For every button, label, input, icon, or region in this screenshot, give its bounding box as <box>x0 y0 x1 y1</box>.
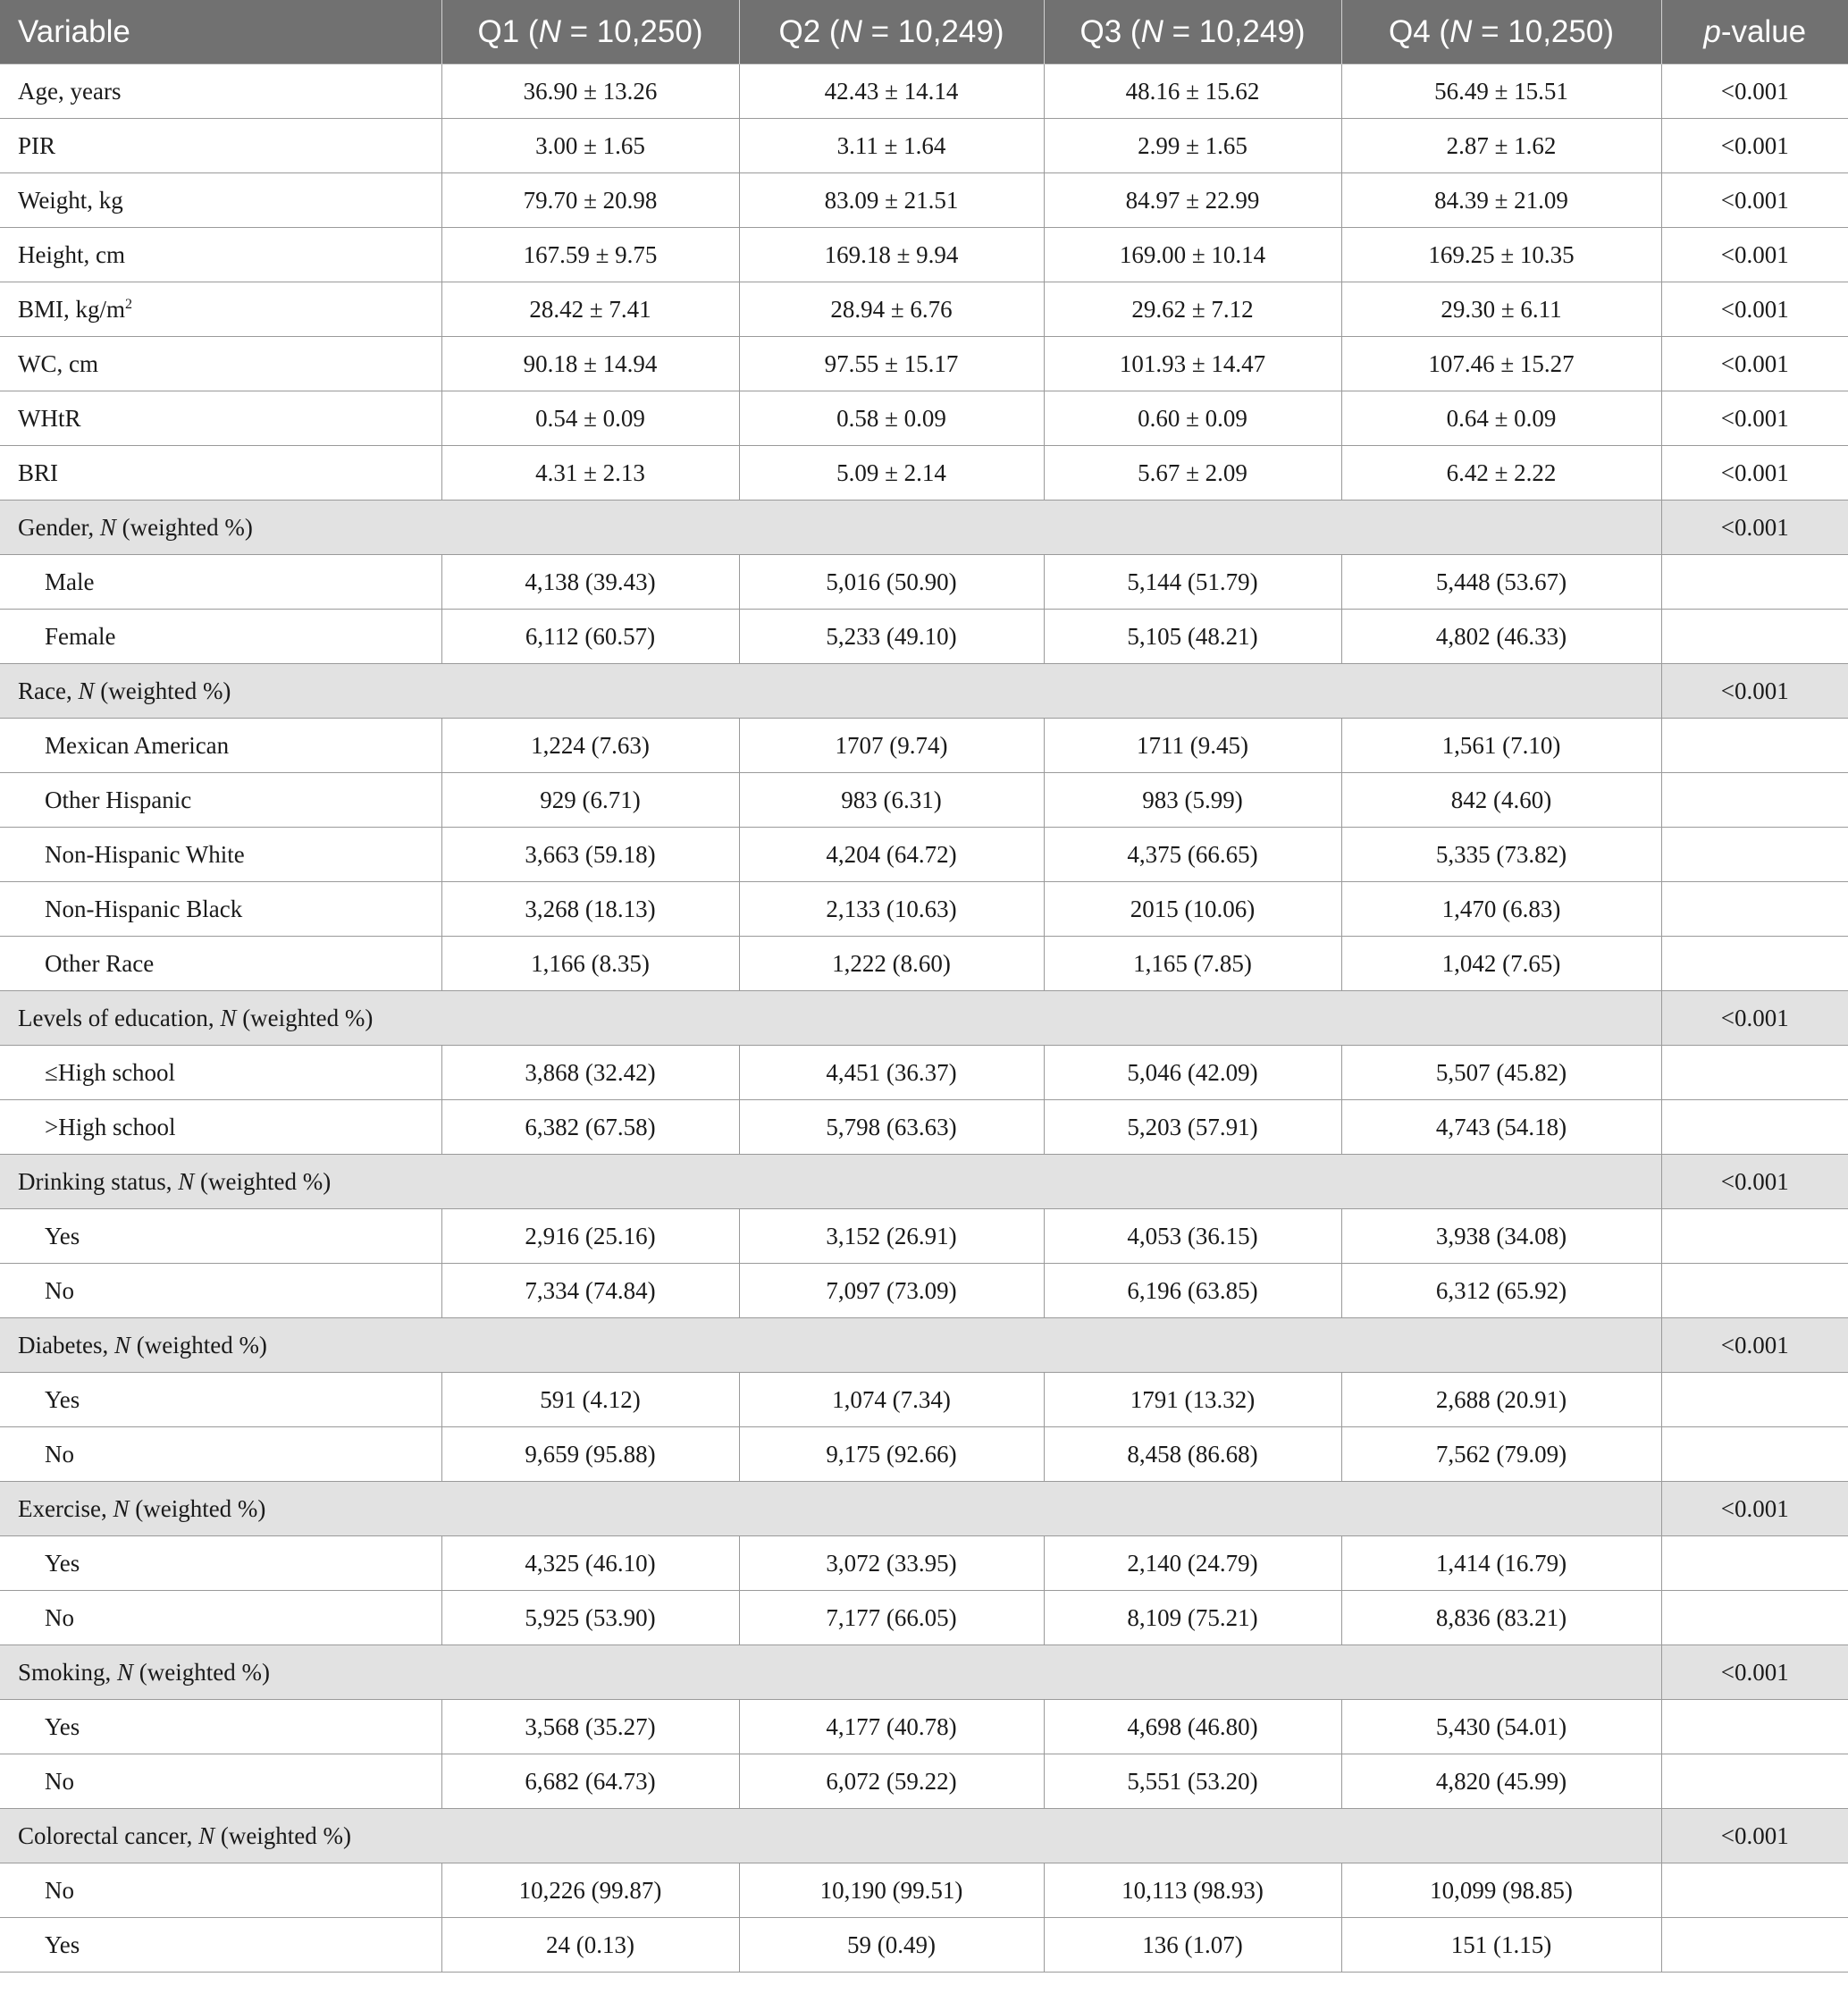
value-cell: 5.09 ± 2.14 <box>739 446 1044 500</box>
value-cell: 79.70 ± 20.98 <box>441 173 739 228</box>
section-row <box>0 664 1848 719</box>
value-cell: 7,177 (66.05) <box>739 1591 1044 1645</box>
section-label: Diabetes, N (weighted %) <box>0 1318 1661 1373</box>
row-label: No <box>0 1863 441 1918</box>
p-value-cell <box>1661 882 1848 937</box>
p-value-cell: <0.001 <box>1661 391 1848 446</box>
table-row <box>0 446 1848 500</box>
row-label: Yes <box>0 1700 441 1754</box>
section-label: Exercise, N (weighted %) <box>0 1482 1661 1536</box>
table-row <box>0 391 1848 446</box>
table-row <box>0 282 1848 337</box>
value-cell: 0.58 ± 0.09 <box>739 391 1044 446</box>
row-label-text: Age, years <box>18 77 122 105</box>
value-cell: 90.18 ± 14.94 <box>441 337 739 391</box>
section-name: Colorectal cancer <box>18 1821 187 1849</box>
table-row <box>0 882 1848 937</box>
p-value-cell <box>1661 1591 1848 1645</box>
table-row <box>0 1591 1848 1645</box>
value-cell: 5,016 (50.90) <box>739 555 1044 610</box>
section-row <box>0 500 1848 555</box>
p-value-cell: <0.001 <box>1661 173 1848 228</box>
table-row <box>0 1536 1848 1591</box>
value-cell: 2,916 (25.16) <box>441 1209 739 1264</box>
value-cell: 97.55 ± 15.17 <box>739 337 1044 391</box>
p-value-cell <box>1661 1427 1848 1482</box>
value-cell: 1707 (9.74) <box>739 719 1044 773</box>
value-cell: 84.97 ± 22.99 <box>1044 173 1341 228</box>
section-row <box>0 1155 1848 1209</box>
section-suffix: (weighted %) <box>214 1821 352 1849</box>
table-row <box>0 1264 1848 1318</box>
value-cell: 5,507 (45.82) <box>1341 1046 1661 1100</box>
p-value-cell <box>1661 1536 1848 1591</box>
section-name: Gender <box>18 513 88 541</box>
value-cell: 4,820 (45.99) <box>1341 1754 1661 1809</box>
row-label: Yes <box>0 1536 441 1591</box>
table-row <box>0 1046 1848 1100</box>
value-cell: 5,046 (42.09) <box>1044 1046 1341 1100</box>
section-row <box>0 1645 1848 1700</box>
value-cell: 3,868 (32.42) <box>441 1046 739 1100</box>
table-row <box>0 1427 1848 1482</box>
value-cell: 42.43 ± 14.14 <box>739 64 1044 119</box>
section-n: N <box>178 1167 195 1195</box>
p-value-cell <box>1661 1209 1848 1264</box>
value-cell: 2,133 (10.63) <box>739 882 1044 937</box>
value-cell: 8,458 (86.68) <box>1044 1427 1341 1482</box>
value-cell: 24 (0.13) <box>441 1918 739 1973</box>
value-cell: 6,382 (67.58) <box>441 1100 739 1155</box>
value-cell: 151 (1.15) <box>1341 1918 1661 1973</box>
row-label <box>0 173 441 228</box>
table-row <box>0 1100 1848 1155</box>
value-cell: 56.49 ± 15.51 <box>1341 64 1661 119</box>
value-cell: 36.90 ± 13.26 <box>441 64 739 119</box>
value-cell: 28.94 ± 6.76 <box>739 282 1044 337</box>
section-name: Race <box>18 677 66 704</box>
row-label-text: WC, cm <box>18 349 98 377</box>
table-row <box>0 555 1848 610</box>
value-cell: 6,682 (64.73) <box>441 1754 739 1809</box>
table-row <box>0 64 1848 119</box>
p-value-cell <box>1661 1373 1848 1427</box>
section-n: N <box>99 513 116 541</box>
value-cell: 7,334 (74.84) <box>441 1264 739 1318</box>
value-cell: 10,113 (98.93) <box>1044 1863 1341 1918</box>
value-cell: 929 (6.71) <box>441 773 739 828</box>
p-value-cell <box>1661 828 1848 882</box>
p-value-cell: <0.001 <box>1661 1482 1848 1536</box>
value-cell: 10,190 (99.51) <box>739 1863 1044 1918</box>
value-cell: 169.18 ± 9.94 <box>739 228 1044 282</box>
section-suffix: (weighted %) <box>133 1658 270 1686</box>
table-row <box>0 228 1848 282</box>
value-cell: 167.59 ± 9.75 <box>441 228 739 282</box>
value-cell: 4,138 (39.43) <box>441 555 739 610</box>
section-n: N <box>220 1004 237 1031</box>
value-cell: 5,430 (54.01) <box>1341 1700 1661 1754</box>
section-suffix: (weighted %) <box>115 513 253 541</box>
row-label: Yes <box>0 1373 441 1427</box>
row-label: Non-Hispanic Black <box>0 882 441 937</box>
section-row <box>0 1318 1848 1373</box>
value-cell: 84.39 ± 21.09 <box>1341 173 1661 228</box>
value-cell: 1,166 (8.35) <box>441 937 739 991</box>
section-suffix: (weighted %) <box>129 1494 266 1522</box>
value-cell: 6,112 (60.57) <box>441 610 739 664</box>
p-value-cell: <0.001 <box>1661 446 1848 500</box>
table-row <box>0 337 1848 391</box>
p-value-cell: <0.001 <box>1661 664 1848 719</box>
value-cell: 8,109 (75.21) <box>1044 1591 1341 1645</box>
value-cell: 2,140 (24.79) <box>1044 1536 1341 1591</box>
value-cell: 4,743 (54.18) <box>1341 1100 1661 1155</box>
value-cell: 4,698 (46.80) <box>1044 1700 1341 1754</box>
value-cell: 983 (5.99) <box>1044 773 1341 828</box>
table-row <box>0 119 1848 173</box>
p-value-cell <box>1661 719 1848 773</box>
row-label <box>0 391 441 446</box>
value-cell: 5,925 (53.90) <box>441 1591 739 1645</box>
p-value-cell: <0.001 <box>1661 64 1848 119</box>
value-cell: 842 (4.60) <box>1341 773 1661 828</box>
table-header <box>0 0 1848 64</box>
value-cell: 5,203 (57.91) <box>1044 1100 1341 1155</box>
section-n: N <box>113 1331 130 1358</box>
value-cell: 0.54 ± 0.09 <box>441 391 739 446</box>
row-label-text: Weight, kg <box>18 186 123 214</box>
table-row <box>0 173 1848 228</box>
p-value-cell: <0.001 <box>1661 1155 1848 1209</box>
p-value-cell <box>1661 1046 1848 1100</box>
value-cell: 5,144 (51.79) <box>1044 555 1341 610</box>
table-row <box>0 1918 1848 1973</box>
p-value-cell <box>1661 937 1848 991</box>
table-row <box>0 1863 1848 1918</box>
p-value-cell <box>1661 610 1848 664</box>
section-suffix: (weighted %) <box>130 1331 267 1358</box>
value-cell: 0.60 ± 0.09 <box>1044 391 1341 446</box>
value-cell: 107.46 ± 15.27 <box>1341 337 1661 391</box>
value-cell: 1,224 (7.63) <box>441 719 739 773</box>
row-label <box>0 337 441 391</box>
section-suffix: (weighted %) <box>94 677 231 704</box>
p-value-cell: <0.001 <box>1661 228 1848 282</box>
value-cell: 6,196 (63.85) <box>1044 1264 1341 1318</box>
row-label: No <box>0 1754 441 1809</box>
value-cell: 169.00 ± 10.14 <box>1044 228 1341 282</box>
section-suffix: (weighted %) <box>194 1167 332 1195</box>
value-cell: 7,097 (73.09) <box>739 1264 1044 1318</box>
row-label <box>0 64 441 119</box>
value-cell: 2.99 ± 1.65 <box>1044 119 1341 173</box>
p-value-cell: <0.001 <box>1661 500 1848 555</box>
value-cell: 1,561 (7.10) <box>1341 719 1661 773</box>
section-label: Colorectal cancer, N (weighted %) <box>0 1809 1661 1863</box>
table-row <box>0 719 1848 773</box>
value-cell: 3.11 ± 1.64 <box>739 119 1044 173</box>
value-cell: 28.42 ± 7.41 <box>441 282 739 337</box>
value-cell: 6.42 ± 2.22 <box>1341 446 1661 500</box>
value-cell: 591 (4.12) <box>441 1373 739 1427</box>
section-label: Race, N (weighted %) <box>0 664 1661 719</box>
value-cell: 5,233 (49.10) <box>739 610 1044 664</box>
table-row <box>0 1209 1848 1264</box>
section-label: Levels of education, N (weighted %) <box>0 991 1661 1046</box>
p-value-cell <box>1661 1100 1848 1155</box>
value-cell: 4,451 (36.37) <box>739 1046 1044 1100</box>
value-cell: 3.00 ± 1.65 <box>441 119 739 173</box>
value-cell: 5,798 (63.63) <box>739 1100 1044 1155</box>
section-n: N <box>117 1658 134 1686</box>
row-label: No <box>0 1591 441 1645</box>
section-name: Levels of education <box>18 1004 208 1031</box>
value-cell: 136 (1.07) <box>1044 1918 1341 1973</box>
row-label: No <box>0 1264 441 1318</box>
p-value-cell <box>1661 1863 1848 1918</box>
row-label: Non-Hispanic White <box>0 828 441 882</box>
header-q4: Q4 (N = 10,250) <box>1341 0 1661 64</box>
row-label-text: PIR <box>18 131 56 159</box>
header-p-value: p-value <box>1661 0 1848 64</box>
table-row <box>0 828 1848 882</box>
value-cell: 4,053 (36.15) <box>1044 1209 1341 1264</box>
row-label: Other Hispanic <box>0 773 441 828</box>
p-value-cell: <0.001 <box>1661 1318 1848 1373</box>
row-label: Yes <box>0 1209 441 1264</box>
row-label-text: WHtR <box>18 404 81 432</box>
value-cell: 5,448 (53.67) <box>1341 555 1661 610</box>
value-cell: 1,042 (7.65) <box>1341 937 1661 991</box>
row-label: >High school <box>0 1100 441 1155</box>
p-value-cell: <0.001 <box>1661 991 1848 1046</box>
table-row <box>0 1373 1848 1427</box>
value-cell: 48.16 ± 15.62 <box>1044 64 1341 119</box>
value-cell: 3,268 (18.13) <box>441 882 739 937</box>
superscript: 2 <box>125 296 133 312</box>
table-row <box>0 610 1848 664</box>
section-row <box>0 1482 1848 1536</box>
section-label: Smoking, N (weighted %) <box>0 1645 1661 1700</box>
row-label: Male <box>0 555 441 610</box>
row-label: Yes <box>0 1918 441 1973</box>
p-value-cell <box>1661 1918 1848 1973</box>
value-cell: 59 (0.49) <box>739 1918 1044 1973</box>
value-cell: 4,802 (46.33) <box>1341 610 1661 664</box>
value-cell: 983 (6.31) <box>739 773 1044 828</box>
value-cell: 3,568 (35.27) <box>441 1700 739 1754</box>
value-cell: 3,663 (59.18) <box>441 828 739 882</box>
section-name: Diabetes <box>18 1331 103 1358</box>
section-name: Smoking <box>18 1658 105 1686</box>
table-row <box>0 1754 1848 1809</box>
value-cell: 1791 (13.32) <box>1044 1373 1341 1427</box>
section-name: Exercise <box>18 1494 101 1522</box>
value-cell: 3,072 (33.95) <box>739 1536 1044 1591</box>
value-cell: 7,562 (79.09) <box>1341 1427 1661 1482</box>
value-cell: 2.87 ± 1.62 <box>1341 119 1661 173</box>
value-cell: 0.64 ± 0.09 <box>1341 391 1661 446</box>
header-q2: Q2 (N = 10,249) <box>739 0 1044 64</box>
row-label-text: Height, cm <box>18 240 125 268</box>
value-cell: 1,222 (8.60) <box>739 937 1044 991</box>
value-cell: 2015 (10.06) <box>1044 882 1341 937</box>
section-label: Gender, N (weighted %) <box>0 500 1661 555</box>
section-name: Drinking status <box>18 1167 166 1195</box>
row-label: Other Race <box>0 937 441 991</box>
section-n: N <box>78 677 95 704</box>
value-cell: 1,470 (6.83) <box>1341 882 1661 937</box>
row-label <box>0 119 441 173</box>
p-value-cell: <0.001 <box>1661 1809 1848 1863</box>
header-q3: Q3 (N = 10,249) <box>1044 0 1341 64</box>
p-value-cell <box>1661 1700 1848 1754</box>
row-label-text: BMI, kg/m <box>18 295 126 323</box>
p-value-cell <box>1661 1754 1848 1809</box>
section-row <box>0 1809 1848 1863</box>
p-value-cell: <0.001 <box>1661 1645 1848 1700</box>
row-label <box>0 282 441 337</box>
section-n: N <box>113 1494 130 1522</box>
value-cell: 5,105 (48.21) <box>1044 610 1341 664</box>
value-cell: 1,414 (16.79) <box>1341 1536 1661 1591</box>
value-cell: 9,175 (92.66) <box>739 1427 1044 1482</box>
value-cell: 9,659 (95.88) <box>441 1427 739 1482</box>
value-cell: 101.93 ± 14.47 <box>1044 337 1341 391</box>
value-cell: 5.67 ± 2.09 <box>1044 446 1341 500</box>
header-q1: Q1 (N = 10,250) <box>441 0 739 64</box>
table-row <box>0 937 1848 991</box>
value-cell: 6,312 (65.92) <box>1341 1264 1661 1318</box>
value-cell: 2,688 (20.91) <box>1341 1373 1661 1427</box>
value-cell: 4,177 (40.78) <box>739 1700 1044 1754</box>
value-cell: 3,152 (26.91) <box>739 1209 1044 1264</box>
row-label <box>0 228 441 282</box>
p-value-cell <box>1661 555 1848 610</box>
value-cell: 3,938 (34.08) <box>1341 1209 1661 1264</box>
value-cell: 5,335 (73.82) <box>1341 828 1661 882</box>
value-cell: 1,165 (7.85) <box>1044 937 1341 991</box>
value-cell: 10,226 (99.87) <box>441 1863 739 1918</box>
table-body <box>0 64 1848 1973</box>
row-label: Female <box>0 610 441 664</box>
value-cell: 29.62 ± 7.12 <box>1044 282 1341 337</box>
p-value-cell: <0.001 <box>1661 282 1848 337</box>
value-cell: 8,836 (83.21) <box>1341 1591 1661 1645</box>
section-label: Drinking status, N (weighted %) <box>0 1155 1661 1209</box>
row-label-text: BRI <box>18 458 59 486</box>
p-value-cell <box>1661 773 1848 828</box>
row-label: No <box>0 1427 441 1482</box>
section-n: N <box>198 1821 215 1849</box>
value-cell: 10,099 (98.85) <box>1341 1863 1661 1918</box>
value-cell: 1,074 (7.34) <box>739 1373 1044 1427</box>
value-cell: 83.09 ± 21.51 <box>739 173 1044 228</box>
value-cell: 29.30 ± 6.11 <box>1341 282 1661 337</box>
p-value-cell: <0.001 <box>1661 337 1848 391</box>
value-cell: 4,204 (64.72) <box>739 828 1044 882</box>
value-cell: 5,551 (53.20) <box>1044 1754 1341 1809</box>
table-row <box>0 1700 1848 1754</box>
row-label: Mexican American <box>0 719 441 773</box>
p-value-cell: <0.001 <box>1661 119 1848 173</box>
table-row <box>0 773 1848 828</box>
row-label: ≤High school <box>0 1046 441 1100</box>
p-value-cell <box>1661 1264 1848 1318</box>
section-row <box>0 991 1848 1046</box>
value-cell: 6,072 (59.22) <box>739 1754 1044 1809</box>
section-suffix: (weighted %) <box>236 1004 374 1031</box>
value-cell: 4,375 (66.65) <box>1044 828 1341 882</box>
value-cell: 4.31 ± 2.13 <box>441 446 739 500</box>
value-cell: 169.25 ± 10.35 <box>1341 228 1661 282</box>
header-variable: Variable <box>0 0 441 64</box>
value-cell: 4,325 (46.10) <box>441 1536 739 1591</box>
value-cell: 1711 (9.45) <box>1044 719 1341 773</box>
row-label <box>0 446 441 500</box>
